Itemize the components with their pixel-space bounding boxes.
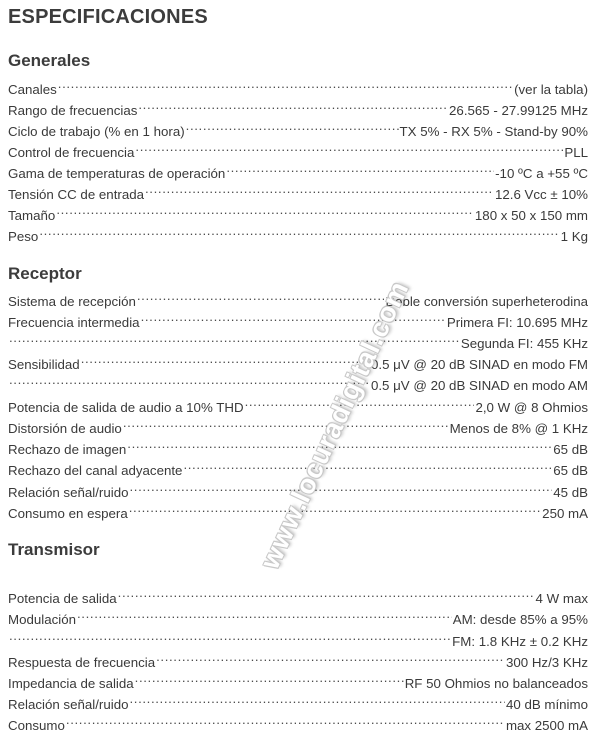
spec-row xyxy=(8,647,588,670)
dot-leader xyxy=(129,689,504,709)
spec-value: 65 dB xyxy=(553,442,588,457)
spec-label: Control de frecuencia xyxy=(8,145,135,160)
spec-value: 0.5 μV @ 20 dB SINAD en modo AM xyxy=(370,378,588,393)
spec-value: Doble conversión superheterodina xyxy=(385,294,588,309)
dot-leader xyxy=(183,455,552,475)
spec-value: RF 50 Ohmios no balanceados xyxy=(404,676,588,691)
dot-leader xyxy=(245,392,475,412)
spec-row xyxy=(8,583,588,606)
dot-leader xyxy=(145,179,494,199)
dot-leader xyxy=(186,116,399,136)
spec-row xyxy=(8,710,588,733)
spec-label: Sistema de recepción xyxy=(8,294,136,309)
spec-row xyxy=(8,392,588,415)
spec-row xyxy=(8,95,588,118)
dot-leader xyxy=(137,286,385,306)
spec-row xyxy=(8,286,588,309)
spec-label: Canales xyxy=(8,82,57,97)
spec-row xyxy=(8,116,588,139)
dot-leader xyxy=(81,349,370,369)
spec-row xyxy=(8,668,588,691)
spec-value: 250 mA xyxy=(542,506,588,521)
spec-label: Rango de frecuencias xyxy=(8,103,138,118)
spec-label: Sensibilidad xyxy=(8,357,80,372)
spec-row xyxy=(8,74,588,97)
spec-label: Tensión CC de entrada xyxy=(8,187,145,202)
spec-row xyxy=(8,307,588,330)
spec-value: AM: desde 85% a 95% xyxy=(452,612,588,627)
dot-leader xyxy=(66,710,505,730)
page-title: ESPECIFICACIONES xyxy=(8,6,208,28)
spec-value: Menos de 8% @ 1 KHz xyxy=(449,421,588,436)
spec-label: Impedancia de salida xyxy=(8,676,134,691)
spec-value: max 2500 mA xyxy=(505,718,588,733)
spec-value: 2,0 W @ 8 Ohmios xyxy=(475,400,588,415)
spec-label: Ciclo de trabajo (% en 1 hora) xyxy=(8,124,185,139)
dot-leader xyxy=(156,647,505,667)
spec-row xyxy=(8,434,588,457)
spec-label: Potencia de salida xyxy=(8,591,117,606)
spec-value: -10 ºC a +55 ºC xyxy=(495,166,588,181)
spec-label: Frecuencia intermedia xyxy=(8,315,140,330)
spec-label: Gama de temperaturas de operación xyxy=(8,166,226,181)
spec-label: Tamaño xyxy=(8,208,56,223)
spec-row xyxy=(8,179,588,202)
spec-value: (ver la tabla) xyxy=(514,82,588,97)
dot-leader xyxy=(226,158,494,178)
watermark-text: www.locuradigital.com xyxy=(254,276,415,574)
spec-label: Peso xyxy=(8,229,39,244)
spec-label: Consumo en espera xyxy=(8,506,128,521)
spec-value: Segunda FI: 455 KHz xyxy=(460,336,588,351)
spec-value: 4 W max xyxy=(535,591,588,606)
spec-value: 26.565 - 27.99125 MHz xyxy=(449,103,588,118)
section-heading-transmisor: Transmisor xyxy=(8,540,100,559)
spec-value: FM: 1.8 KHz ± 0.2 KHz xyxy=(452,634,588,649)
dot-leader xyxy=(9,328,460,348)
section-heading-receptor: Receptor xyxy=(8,264,82,283)
spec-label: Modulación xyxy=(8,612,77,627)
spec-row xyxy=(8,689,588,712)
dot-leader xyxy=(129,498,541,518)
spec-row xyxy=(8,498,588,521)
spec-value: PLL xyxy=(564,145,588,160)
dot-leader xyxy=(138,95,448,115)
dot-leader xyxy=(141,307,446,327)
spec-row xyxy=(8,413,588,436)
spec-row xyxy=(8,200,588,223)
spec-label: Rechazo de imagen xyxy=(8,442,127,457)
dot-leader xyxy=(123,413,449,433)
spec-row xyxy=(8,328,588,351)
section-heading-generales: Generales xyxy=(8,51,91,70)
spec-label: Respuesta de frecuencia xyxy=(8,655,156,670)
spec-row xyxy=(8,370,588,393)
spec-row xyxy=(8,221,588,244)
spec-row xyxy=(8,137,588,160)
spec-value: Primera FI: 10.695 MHz xyxy=(446,315,588,330)
spec-label: Relación señal/ruido xyxy=(8,485,129,500)
spec-value: 1 Kg xyxy=(560,229,588,244)
spec-value: 40 dB mínimo xyxy=(505,697,588,712)
dot-leader xyxy=(77,604,452,624)
spec-row xyxy=(8,604,588,627)
spec-row xyxy=(8,477,588,500)
dot-leader xyxy=(127,434,552,454)
dot-leader xyxy=(9,626,451,646)
spec-value: 300 Hz/3 KHz xyxy=(505,655,588,670)
spec-value: 65 dB xyxy=(553,463,588,478)
spec-label: Rechazo del canal adyacente xyxy=(8,463,183,478)
dot-leader xyxy=(135,668,404,688)
spec-value: TX 5% - RX 5% - Stand-by 90% xyxy=(399,124,588,139)
spec-label: Relación señal/ruido xyxy=(8,697,129,712)
dot-leader xyxy=(9,370,370,390)
spec-value: 0.5 μV @ 20 dB SINAD en modo FM xyxy=(370,357,588,372)
spec-label: Consumo xyxy=(8,718,65,733)
dot-leader xyxy=(56,200,474,220)
spec-row xyxy=(8,455,588,478)
spec-row xyxy=(8,626,588,649)
spec-value: 12.6 Vcc ± 10% xyxy=(494,187,588,202)
dot-leader xyxy=(129,477,552,497)
dot-leader xyxy=(39,221,559,241)
spec-label: Distorsión de audio xyxy=(8,421,122,436)
dot-leader xyxy=(118,583,535,603)
spec-row xyxy=(8,158,588,181)
spec-row xyxy=(8,349,588,372)
spec-value: 180 x 50 x 150 mm xyxy=(474,208,588,223)
spec-label: Potencia de salida de audio a 10% THD xyxy=(8,400,244,415)
dot-leader xyxy=(135,137,563,157)
dot-leader xyxy=(58,74,513,94)
spec-value: 45 dB xyxy=(553,485,588,500)
